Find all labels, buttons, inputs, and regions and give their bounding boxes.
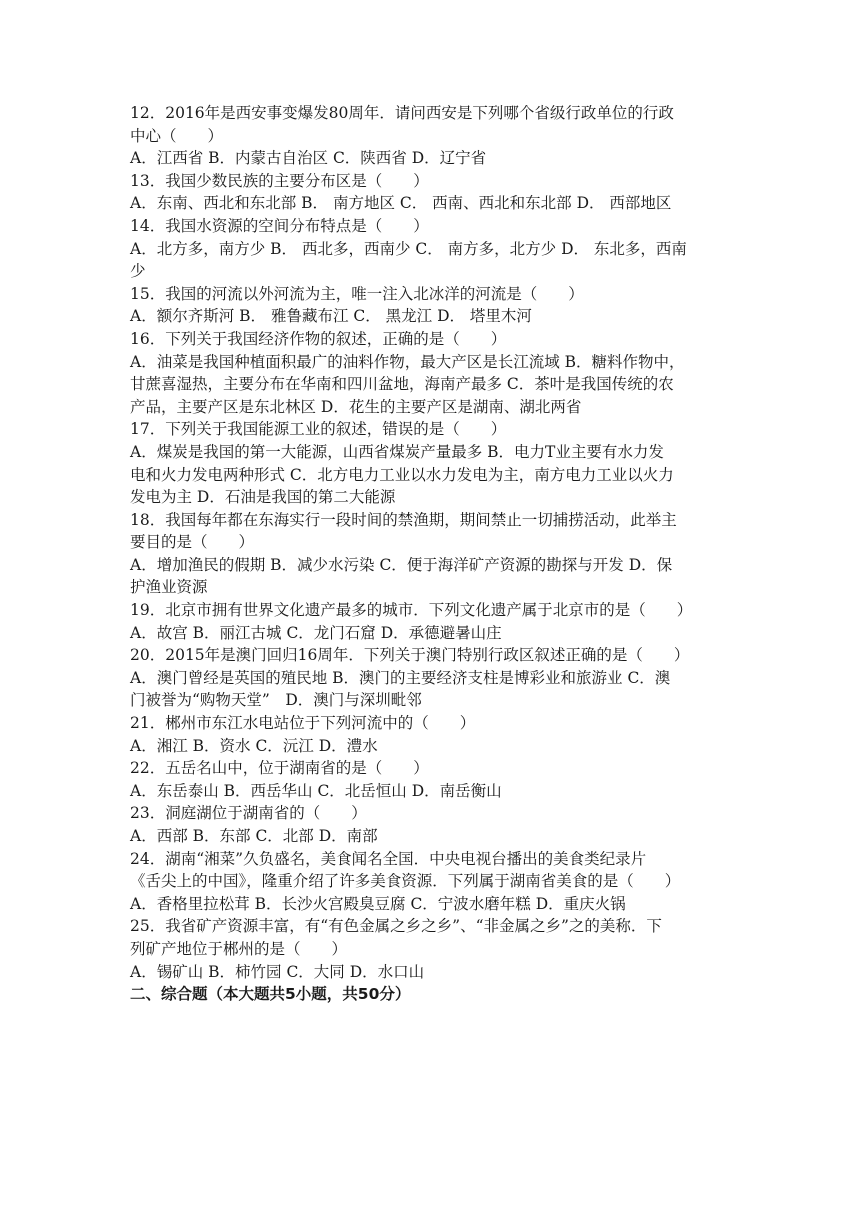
text-line: A．东南、西北和东北部 B． 南方地区 C． 西南、西北和东北部 D． 西部地区 [130, 194, 672, 213]
text-line: 13．我国少数民族的主要分布区是（ ） [130, 171, 429, 190]
text-line: 22．五岳名山中，位于湖南省的是（ ） [130, 759, 429, 778]
text-line: A．锡矿山 B．柿竹园 C．大同 D．水口山 [130, 962, 425, 981]
text-line: 18．我国每年都在东海实行一段时间的禁渔期，期间禁止一切捕捞活动，此举主 [130, 510, 677, 529]
text-line: A．增加渔民的假期 B．减少水污染 C．便于海洋矿产资源的勘探与开发 D．保 [130, 555, 673, 574]
text-line: A．江西省 B．内蒙古自治区 C．陕西省 D．辽宁省 [130, 149, 487, 168]
text-line: A．北方多，南方少 B． 西北多，西南少 C． 南方多，北方少 D． 东北多，西南 [130, 239, 687, 258]
text-line: A．煤炭是我国的第一大能源，山西省煤炭产量最多 B．电力T业主要有水力发 [130, 442, 664, 461]
text-line: 25．我省矿产资源丰富，有“有色金属之乡之乡”、“非金属之乡”之的美称．下 [130, 917, 662, 936]
text-line: A．额尔齐斯河 B． 雅鲁藏布江 C． 黑龙江 D． 塔里木河 [130, 307, 532, 326]
text-line: 门被誉为“购物天堂” D．澳门与深圳毗邻 [130, 691, 422, 710]
text-line: A．油菜是我国种植面积最广的油料作物，最大产区是长江流域 B．糖料作物中， [130, 352, 685, 371]
text-line: 23．洞庭湖位于湖南省的（ ） [130, 804, 367, 823]
text-line: 产品，主要产区是东北林区 D．花生的主要产区是湖南、湖北两省 [130, 397, 582, 416]
text-line: A．西部 B．东部 C．北部 D．南部 [130, 827, 378, 845]
text-line: 20．2015年是澳门回归16周年．下列关于澳门特别行政区叙述正确的是（ ） [130, 646, 690, 665]
text-line: A．香格里拉松茸 B．长沙火宫殿臭豆腐 C．宁波水磨年糕 D．重庆火锅 [130, 894, 626, 913]
text-line: 护渔业资源 [130, 578, 208, 597]
text-line: A．东岳泰山 B．西岳华山 C．北岳恒山 D．南岳衡山 [130, 781, 502, 800]
text-line: 要目的是（ ） [130, 533, 255, 552]
text-line: 15．我国的河流以外河流为主，唯一注入北冰洋的河流是（ ） [130, 284, 584, 303]
text-line: 《舌尖上的中国》，隆重介绍了许多美食资源．下列属于湖南省美食的是（ ） [130, 872, 681, 891]
text-line: 19．北京市拥有世界文化遗产最多的城市．下列文化遗产属于北京市的是（ ） [130, 601, 693, 620]
document-page [130, 102, 742, 1006]
text-line: 中心（ ） [130, 126, 224, 145]
text-line: 发电为主 D．石油是我国的第二大能源 [130, 488, 396, 507]
text-line: 14．我国水资源的空间分布特点是（ ） [130, 216, 429, 235]
section-title: 二、综合题（本大题共5小题，共50分） [130, 985, 411, 1004]
text-line: 列矿产地位于郴州的是（ ） [130, 939, 348, 958]
text-line: 24．湖南“湘菜”久负盛名，美食闻名全国．中央电视台播出的美食类纪录片 [130, 849, 647, 868]
text-line: A．澳门曾经是英国的殖民地 B．澳门的主要经济支柱是博彩业和旅游业 C．澳 [130, 668, 671, 687]
text-line: 21．郴州市东江水电站位于下列河流中的（ ） [130, 714, 476, 733]
text-line: 电和火力发电两种形式 C．北方电力工业以水力发电为主，南方电力工业以火力 [130, 465, 674, 484]
text-line: 少 [130, 262, 146, 281]
text-line: 12．2016年是西安事变爆发80周年．请问西安是下列哪个省级行政单位的行政 [130, 104, 674, 122]
text-line: A．故宫 B．丽江古城 C．龙门石窟 D．承德避暑山庄 [130, 623, 502, 642]
text-line: 16．下列关于我国经济作物的叙述，正确的是（ ） [130, 329, 507, 348]
text-line: 甘蔗喜湿热，主要分布在华南和四川盆地，海南产最多 C．茶叶是我国传统的农 [130, 375, 674, 394]
text-line: A．湘江 B．资水 C．沅江 D．澧水 [130, 736, 378, 755]
text-line: 17．下列关于我国能源工业的叙述，错误的是（ ） [130, 420, 507, 439]
